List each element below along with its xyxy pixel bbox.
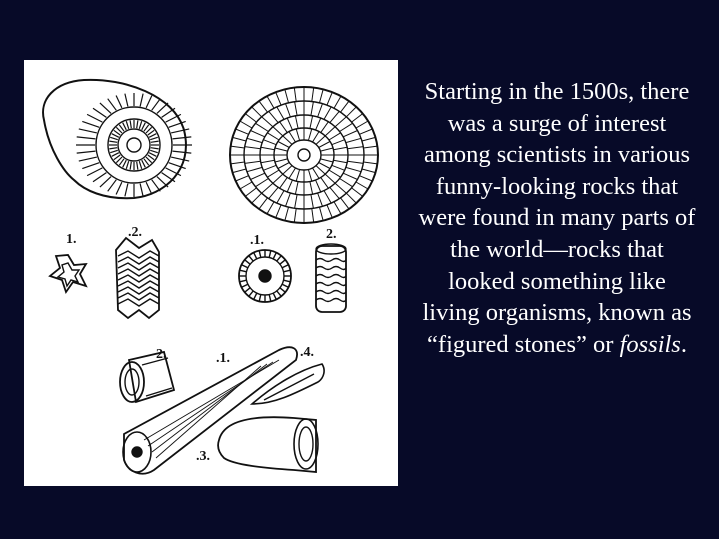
plate-label: 2. [156,347,167,362]
plate-label: .3. [196,449,210,464]
column-fossil [316,244,346,312]
star-crinoid-fossil [50,255,86,292]
caption-body: Starting in the 1500s, there was a surge of interest among scientists in various funny-looking rocks that were found in many parts of the world—rocks that looked something like living organisms, known as “figured stones” or [418,78,696,358]
plate-label: 2. [326,227,337,242]
ammonite-shell-left [43,80,192,198]
crinoid-stem-stack [116,238,159,318]
caption-emphasis: fossils [619,330,681,358]
fossil-illustration [24,60,398,486]
caption-text [418,76,696,360]
horn-fossil [218,417,318,472]
plate-label: 1. [66,232,77,247]
plate-label: .4. [300,345,314,360]
plate-label: .1. [250,233,264,248]
caption-end: . [680,330,687,358]
disc-fossil [239,250,291,302]
plate-label: .2. [128,225,142,240]
belemnite-fossil [123,347,297,473]
caption-paragraph [418,76,696,360]
plate-label: .1. [216,351,230,366]
ammonite-shell-right [230,87,378,223]
